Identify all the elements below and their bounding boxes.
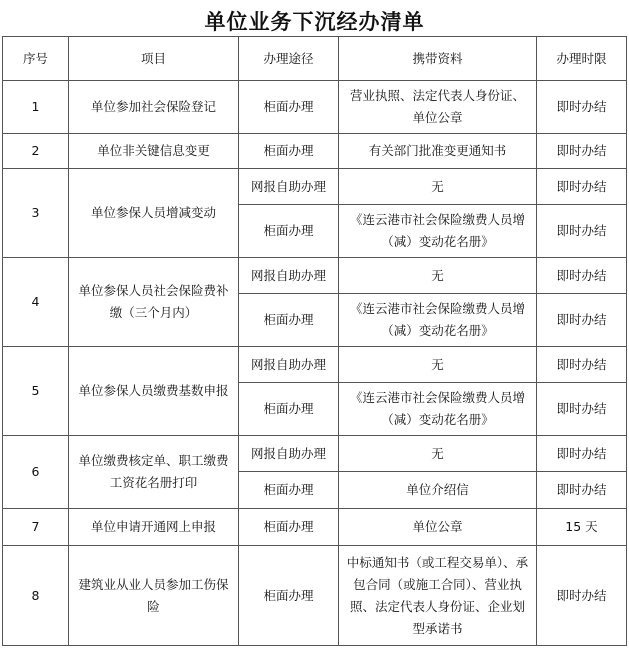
table-row	[3, 436, 627, 472]
header-item: 项目	[69, 37, 239, 81]
row-materials: 无	[339, 169, 537, 205]
row-way: 柜面办理	[239, 134, 339, 169]
row-no: 6	[3, 436, 69, 509]
row-limit: 即时办结	[537, 134, 627, 169]
row-limit: 即时办结	[537, 81, 627, 134]
row-limit: 即时办结	[537, 294, 627, 347]
row-way: 柜面办理	[239, 205, 339, 258]
row-limit: 即时办结	[537, 347, 627, 383]
row-materials: 《连云港市社会保险缴费人员增（减）变动花名册》	[339, 294, 537, 347]
row-item: 单位参加社会保险登记	[69, 81, 239, 134]
row-way: 网报自助办理	[239, 258, 339, 294]
row-materials: 无	[339, 258, 537, 294]
header-materials: 携带资料	[339, 37, 537, 81]
header-no: 序号	[3, 37, 69, 81]
row-materials: 无	[339, 436, 537, 472]
table-header-row	[3, 37, 627, 81]
table-row	[3, 134, 627, 169]
row-limit: 即时办结	[537, 436, 627, 472]
row-way: 网报自助办理	[239, 347, 339, 383]
row-limit: 即时办结	[537, 258, 627, 294]
page-title: 单位业务下沉经办清单	[204, 9, 425, 34]
row-materials: 单位公章	[339, 509, 537, 546]
service-list-table	[2, 36, 627, 646]
row-item: 单位申请开通网上申报	[69, 509, 239, 546]
row-no: 7	[3, 509, 69, 546]
row-limit: 即时办结	[537, 383, 627, 436]
row-materials: 无	[339, 347, 537, 383]
row-way: 柜面办理	[239, 472, 339, 509]
row-limit: 即时办结	[537, 205, 627, 258]
row-no: 2	[3, 134, 69, 169]
table-row	[3, 347, 627, 383]
row-item: 单位缴费核定单、职工缴费工资花名册打印	[69, 436, 239, 509]
row-limit: 15 天	[537, 509, 627, 546]
row-item: 单位参保人员增减变动	[69, 169, 239, 258]
row-no: 4	[3, 258, 69, 347]
table-row	[3, 546, 627, 646]
row-way: 柜面办理	[239, 509, 339, 546]
row-limit: 即时办结	[537, 472, 627, 509]
table-row	[3, 258, 627, 294]
row-no: 5	[3, 347, 69, 436]
row-way: 网报自助办理	[239, 169, 339, 205]
row-no: 1	[3, 81, 69, 134]
row-way: 柜面办理	[239, 546, 339, 646]
row-limit: 即时办结	[537, 169, 627, 205]
row-way: 柜面办理	[239, 81, 339, 134]
row-materials: 营业执照、法定代表人身份证、单位公章	[339, 81, 537, 134]
table-row	[3, 509, 627, 546]
row-no: 8	[3, 546, 69, 646]
row-item: 建筑业从业人员参加工伤保险	[69, 546, 239, 646]
row-way: 网报自助办理	[239, 436, 339, 472]
row-way: 柜面办理	[239, 383, 339, 436]
header-limit: 办理时限	[537, 37, 627, 81]
row-materials: 中标通知书（或工程交易单）、承包合同（或施工合同）、营业执照、法定代表人身份证、企业划型承诺书	[339, 546, 537, 646]
table-row	[3, 81, 627, 134]
row-no: 3	[3, 169, 69, 258]
row-materials: 有关部门批准变更通知书	[339, 134, 537, 169]
row-limit: 即时办结	[537, 546, 627, 646]
header-way: 办理途径	[239, 37, 339, 81]
row-materials: 《连云港市社会保险缴费人员增（减）变动花名册》	[339, 383, 537, 436]
row-way: 柜面办理	[239, 294, 339, 347]
table-row	[3, 169, 627, 205]
row-item: 单位参保人员社会保险费补缴（三个月内）	[69, 258, 239, 347]
row-item: 单位非关键信息变更	[69, 134, 239, 169]
row-materials: 单位介绍信	[339, 472, 537, 509]
row-item: 单位参保人员缴费基数申报	[69, 347, 239, 436]
row-materials: 《连云港市社会保险缴费人员增（减）变动花名册》	[339, 205, 537, 258]
